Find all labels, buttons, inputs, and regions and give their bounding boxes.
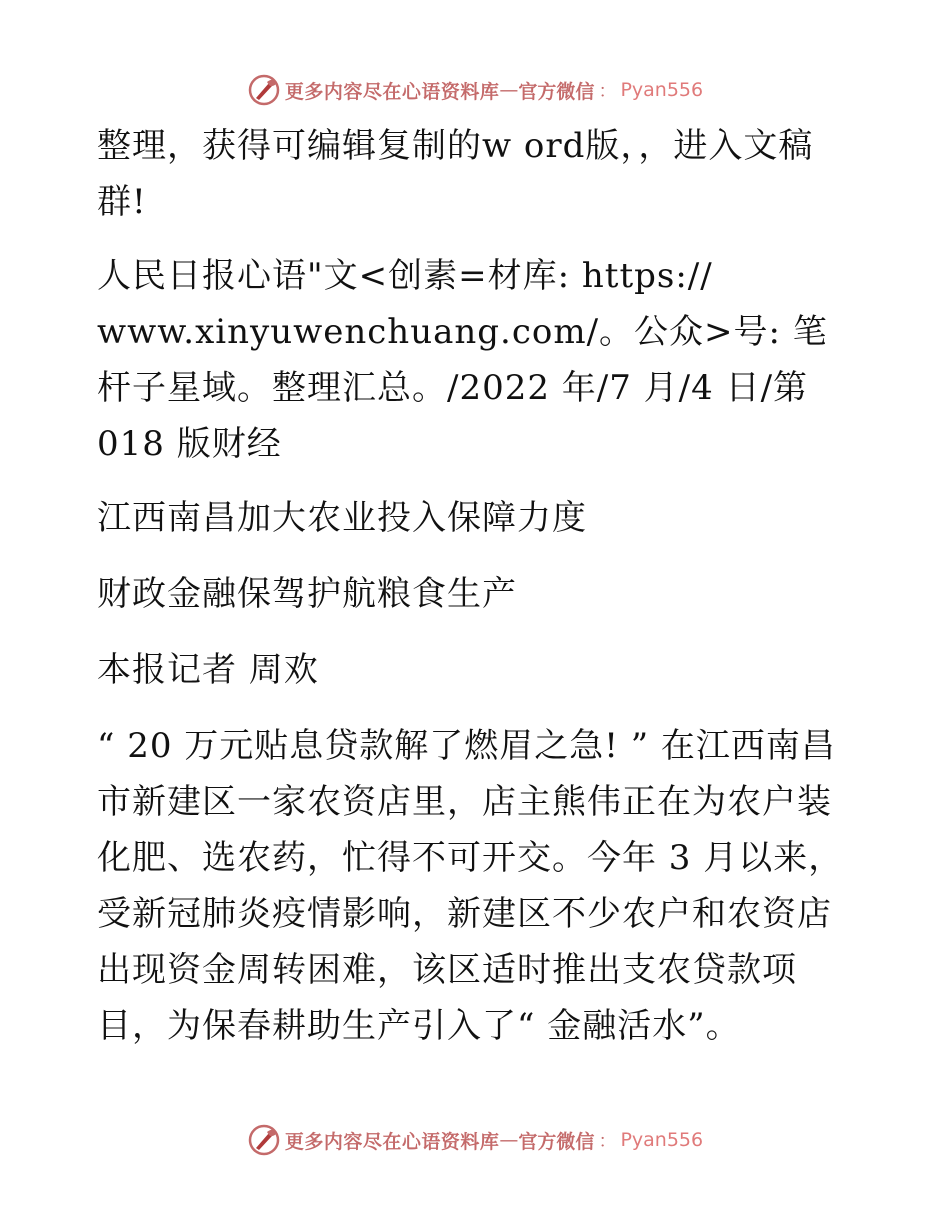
footer-banner xyxy=(0,1120,950,1160)
banner-dash: — xyxy=(499,79,519,101)
article-byline: 本报记者 周欢 xyxy=(97,650,319,690)
source-paragraph: 人民日报心语"文<创素=材库: https:// www.xinyuwenchuang.com/。公众>号: 笔杆子星域。整理汇总。/2022 年/7 月/4 日/第 018 版财经 xyxy=(97,256,828,464)
banner-separator: ： xyxy=(598,1131,617,1152)
header-banner xyxy=(0,70,950,110)
banner-dash: — xyxy=(499,1129,519,1151)
intro-paragraph: 整理，获得可编辑复制的w ord版，，进入文稿群! xyxy=(97,126,814,222)
banner-separator: ： xyxy=(598,81,617,102)
banner-text: 更多内容尽在心语资料库 xyxy=(284,80,500,103)
article-subtitle: 财政金融保驾护航粮食生产 xyxy=(97,574,517,614)
article-title: 江西南昌加大农业投入保障力度 xyxy=(97,498,587,538)
quill-logo-icon xyxy=(247,1123,281,1157)
banner-wechat-id: Pyan556 xyxy=(620,79,704,101)
article-paragraph: “ 20 万元贴息贷款解了燃眉之急! ” 在江西南昌市新建区一家农资店里，店主熊伟正在为农户装化肥、选农药，忙得不可开交。今年 3 月以来，受新冠肺炎疫情影响，新建区不少农户和农资店出现资金周转困难，该区适时推出支农贷款项目，为保春耕助生产引入了“ 金融活水”。 xyxy=(97,726,844,1046)
banner-official-label: 官方微信 xyxy=(518,80,595,103)
banner-wechat-id: Pyan556 xyxy=(620,1129,704,1151)
banner-official-label: 官方微信 xyxy=(518,1130,595,1153)
banner-text: 更多内容尽在心语资料库 xyxy=(284,1130,500,1153)
quill-logo-icon xyxy=(247,73,281,107)
document-body xyxy=(97,118,857,1072)
